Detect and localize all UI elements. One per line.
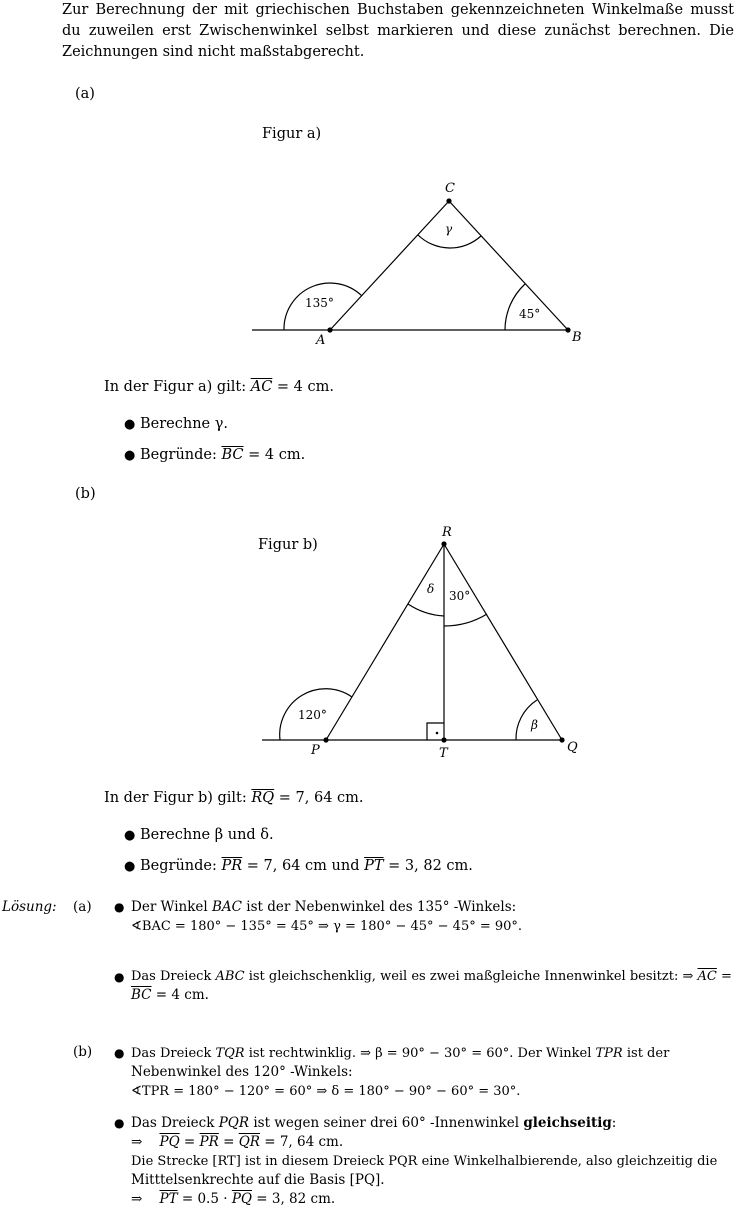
bullet-icon: ● (114, 900, 125, 914)
bullet-icon: ● (114, 1116, 125, 1130)
angle-135: 135° (305, 296, 334, 310)
point-c (446, 198, 451, 203)
task-b1: Berechne β und δ. (140, 827, 274, 843)
bullet-icon: ● (124, 828, 136, 843)
intro-text: Zur Berechnung der mit griechischen Buchstaben gekennzeichneten Winkelmaße musst du zuweilen erst Zwischenwinkel selbst markieren und diese zunächst berechnen. Die Zeichnungen sind nicht maßstabgerecht. (62, 2, 734, 60)
angle-30: 30° (449, 589, 471, 603)
point-a (327, 327, 332, 332)
bullet-icon: ● (114, 1046, 125, 1060)
point-q (559, 737, 564, 742)
solution-b1: Das Dreieck TQR ist rechtwinklig. ⇒ β = 90° − 30° = 60°. Der Winkel TPR ist der Nebenwinkel des 120° -Winkels: ∢TPR = 180° − 120° = 60° ⇒ δ = 180° − 90° − 60° = 30°. (131, 1046, 670, 1099)
solution-a2: Das Dreieck ABC ist gleichschenklig, weil es zwei maßgleiche Innenwinkel besitzt: ⇒ $\overline{AC}$ = $\overline{BC} = 4$ cm. (131, 969, 732, 1003)
part-b-label: (b) (75, 486, 96, 502)
label-b: B (572, 330, 582, 345)
label-a: A (316, 333, 326, 348)
point-b (565, 327, 570, 332)
label-t: T (439, 746, 448, 761)
task-a1: Berechne γ. (140, 416, 229, 432)
label-c: C (445, 181, 455, 196)
arc-delta (408, 604, 444, 616)
point-t (441, 737, 446, 742)
arc-gamma (418, 235, 481, 248)
solution-b-label: (b) (73, 1044, 93, 1060)
task-a2: Begründe: $\overline{BC} = 4$ cm. (140, 447, 306, 463)
solution-a-label: (a) (73, 899, 92, 915)
solution-a1: Der Winkel BAC ist der Nebenwinkel des 135° -Winkels: ∢BAC = 180° − 135° = 45° ⇒ γ = 180° − 45° − 45° = 90°. (131, 899, 523, 934)
right-angle-dot (436, 732, 439, 735)
bullet-icon: ● (124, 417, 136, 432)
point-p (323, 737, 328, 742)
solution-b2: Das Dreieck PQR ist wegen seiner drei 60° -Innenwinkel gleichseitig: ⇒ $\overline{PQ} = \overline{PR} = \overline{QR} = 7$, 64 cm. Die Strecke [RT] ist in diesem Dreieck PQR eine Winkelhalbierende, also gleichzeitig die Mitttelsenkrechte auf die Basis [PQ]. ⇒ $\overline{PT} = 0.5 \cdot \overline{PQ} = 3$, 82 cm. (131, 1115, 718, 1207)
angle-beta: β (531, 718, 538, 732)
part-a-label: (a) (75, 86, 95, 102)
right-angle (427, 723, 444, 740)
given-a: In der Figur a) gilt: $\overline{AC} = 4$ cm. (104, 379, 334, 395)
solution-label: Lösung: (2, 899, 57, 915)
bullet-icon: ● (124, 448, 136, 463)
given-b: In der Figur b) gilt: $\overline{RQ} = 7$, 64 cm. (104, 790, 364, 806)
label-r: R (442, 525, 452, 540)
figure-a-title: Figur a) (262, 126, 322, 142)
angle-120: 120° (298, 708, 327, 722)
line-rq (444, 544, 562, 740)
label-q: Q (567, 740, 578, 755)
line-ac (330, 201, 449, 330)
bullet-icon: ● (124, 859, 136, 874)
figure-b-title: Figur b) (258, 537, 318, 553)
arc-30 (444, 614, 487, 626)
angle-45: 45° (519, 307, 541, 321)
label-p: P (311, 743, 320, 758)
angle-gamma: γ (445, 222, 453, 236)
angle-delta: δ (427, 582, 435, 596)
bullet-icon: ● (114, 970, 125, 984)
point-r (441, 541, 446, 546)
line-pr (326, 544, 444, 740)
task-b2: Begründe: $\overline{PR} = 7$, 64 cm und $\overline{PT} = 3$, 82 cm. (140, 858, 473, 874)
line-cb (449, 201, 568, 330)
